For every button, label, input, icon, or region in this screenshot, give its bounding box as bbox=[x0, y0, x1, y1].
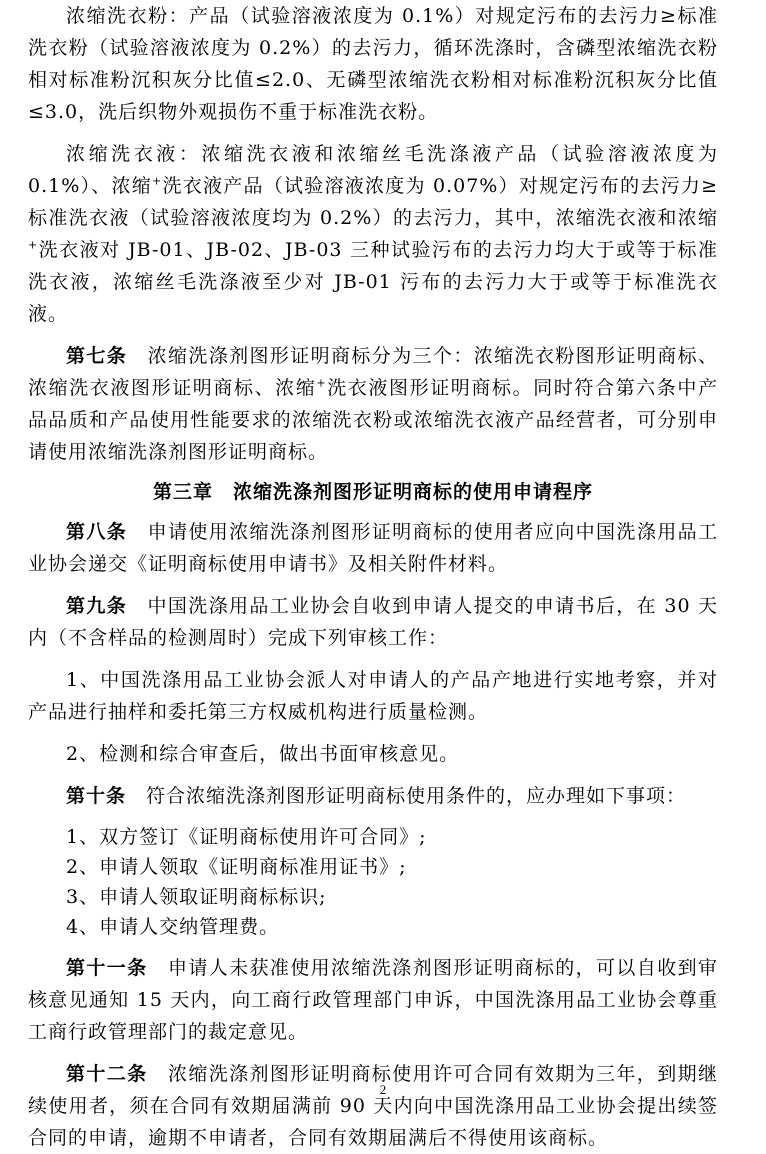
article-label: 第十一条 bbox=[66, 957, 148, 979]
liquid-text-b: 洗衣液产品（试验溶液浓度为 0.07%）对规定污布的去污力≥标准洗衣液（试验溶液浓度均为 0.2%）的去污力，其中，浓缩洗衣液和浓缩 bbox=[28, 175, 718, 229]
article-11 bbox=[28, 952, 718, 1048]
plus-superscript: + bbox=[316, 376, 327, 390]
chapter-heading: 第三章 浓缩洗涤剂图形证明商标的使用申请程序 bbox=[152, 481, 593, 503]
article-12 bbox=[28, 1058, 718, 1154]
plus-superscript: + bbox=[152, 174, 163, 188]
article-9-item: 2、检测和综合审查后，做出书面审核意见。 bbox=[66, 743, 460, 765]
article-10-text: 符合浓缩洗涤剂图形证明商标使用条件的，应办理如下事项： bbox=[146, 785, 687, 807]
article-11-text: 申请人未获准使用浓缩洗涤剂图形证明商标的，可以自收到审核意见通知 15 天内，向工商行政管理部门申诉，中国洗涤用品工业协会尊重工商行政管理部门的裁定意见。 bbox=[28, 957, 718, 1043]
article-10-item: 2、申请人领取《证明商标准用证书》; bbox=[66, 856, 407, 878]
article-9 bbox=[28, 590, 718, 654]
article-label: 第八条 bbox=[66, 521, 128, 543]
plus-superscript: + bbox=[28, 238, 39, 252]
article-label: 第十条 bbox=[66, 785, 127, 807]
article-7-text-b: 洗衣液图形证明商标。同时符合第六条中产品品质和产品使用性能要求的浓缩洗衣粉或浓缩洗衣液产品经营者，可分别申请使用浓缩洗涤剂图形证明商标。 bbox=[28, 377, 718, 463]
article-7-text-a: 浓缩洗涤剂图形证明商标分为三个：浓缩洗衣粉图形证明商标、浓缩洗衣液图形证明商标、浓缩 bbox=[28, 345, 718, 399]
article-8-text: 申请使用浓缩洗涤剂图形证明商标的使用者应向中国洗涤用品工业协会递交《证明商标使用申请书》及相关附件材料。 bbox=[28, 521, 718, 575]
article-10-item: 1、双方签订《证明商标使用许可合同》; bbox=[66, 826, 427, 848]
paragraph-concentrated-powder: 浓缩洗衣粉：产品（试验溶液浓度为 0.1%）对规定污布的去污力≥标准洗衣粉（试验溶液浓度为 0.2%）的去污力，循环洗涤时，含磷型浓缩洗衣粉相对标准粉沉积灰分比值≤2.0、无磷型浓缩洗衣粉相对标准粉沉积灰分比值≤3.0，洗后织物外观损伤不重于标准洗衣粉。 bbox=[28, 5, 718, 123]
article-label: 第九条 bbox=[66, 595, 128, 617]
article-10 bbox=[28, 780, 718, 812]
article-7 bbox=[28, 340, 718, 468]
article-label: 第十二条 bbox=[66, 1063, 148, 1085]
liquid-text-c: 洗衣液对 JB-01、JB-02、JB-03 三种试验污布的去污力均大于或等于标准洗衣液，浓缩丝毛洗涤液至少对 JB-01 污布的去污力大于或等于标准洗衣液。 bbox=[28, 239, 718, 325]
article-10-item: 3、申请人领取证明商标标识; bbox=[66, 886, 327, 908]
article-9-item: 1、中国洗涤用品工业协会派人对申请人的产品产地进行实地考察，并对产品进行抽样和委托第三方权威机构进行质量检测。 bbox=[28, 669, 718, 723]
paragraph-concentrated-liquid bbox=[28, 138, 718, 330]
article-9-text: 中国洗涤用品工业协会自收到申请人提交的申请书后，在 30 天内（不含样品的检测周时）完成下列审核工作： bbox=[28, 595, 718, 649]
article-12-text: 浓缩洗涤剂图形证明商标使用许可合同有效期为三年，到期继续使用者，须在合同有效期届满前 90 天内向中国洗涤用品工业协会提出续签合同的申请，逾期不申请者，合同有效期届满后不得使用该商标。 bbox=[28, 1063, 718, 1149]
article-10-item: 4、申请人交纳管理费。 bbox=[66, 916, 280, 938]
article-8 bbox=[28, 516, 718, 580]
article-label: 第七条 bbox=[66, 345, 128, 367]
liquid-text-a: 浓缩洗衣液：浓缩洗衣液和浓缩丝毛洗涤液产品（试验溶液浓度为 0.1%）、浓缩 bbox=[28, 143, 718, 197]
document-page bbox=[28, 0, 718, 1154]
page-number: 2 bbox=[379, 1082, 387, 1097]
